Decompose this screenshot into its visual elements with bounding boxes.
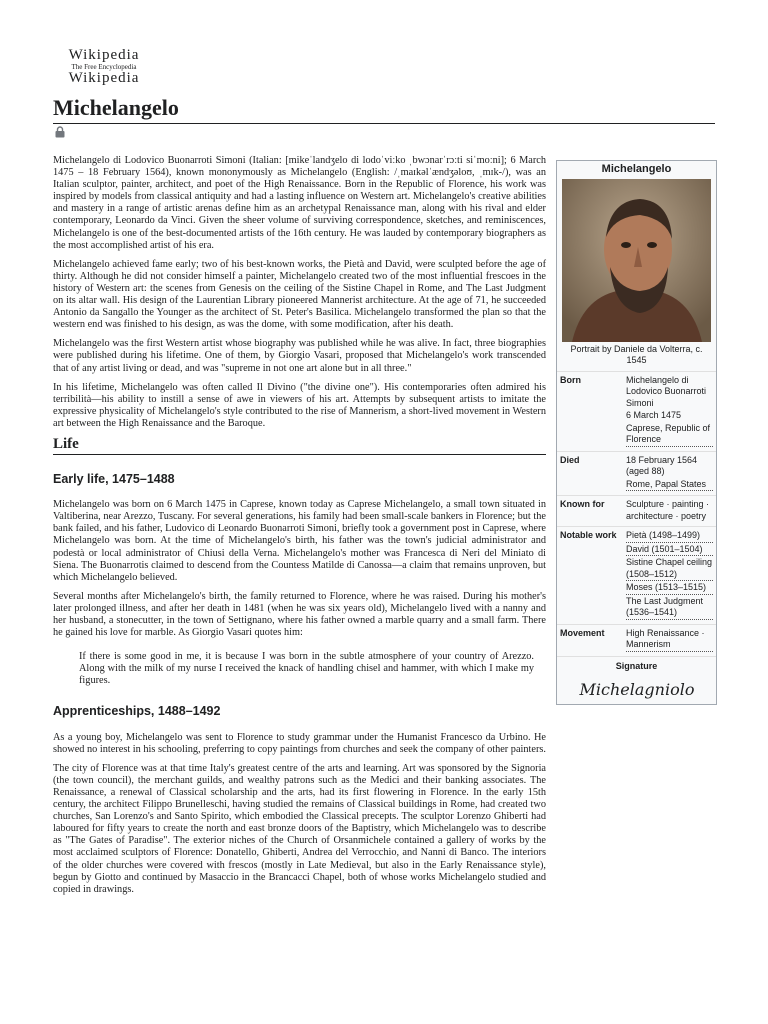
intro-paragraph-2: Michelangelo achieved fame early; two of his best-known works, the Pietà and David, were sculpted before the age of thirty. Although he did not consider himself a painter, Michelangelo created two of the most influential frescoes in the history of Western art: the scenes from Genesis on the ceiling of the Sistine Chapel in Rome, and The Last Judgment on its altar wall. His design of the Laurentian Library pioneered Mannerist architecture. At the age of 71, he succeeded Antonio da Sangallo the Younger as the architect of St. Peter's Basilica. Michelangelo transformed the plan so that the western end was finished to his design, as was the dome, with some modification, after his death. [53, 258, 546, 331]
infobox-label-notable-work: Notable work [560, 530, 617, 540]
infobox [556, 160, 717, 705]
infobox-label-born: Born [560, 374, 581, 385]
born-date: 6 March 1475 [626, 410, 682, 420]
infobox-value-movement [626, 628, 713, 653]
wikipedia-logo[interactable] [54, 48, 154, 86]
infobox-value-died [626, 455, 713, 493]
infobox-value-born [626, 375, 713, 448]
work-last-judgment-link[interactable]: The Last Judgment (1536–1541) [626, 596, 713, 620]
portrait-image[interactable] [562, 179, 711, 342]
infobox-row-known-for [557, 495, 716, 526]
portrait-caption: Portrait by Daniele da Volterra, c. 1545 [570, 343, 703, 365]
infobox-row-notable-work [557, 526, 716, 624]
infobox-row-died [557, 451, 716, 496]
section-heading-early-life: Early life, 1475–1488 [53, 472, 175, 487]
signature-image [557, 674, 716, 704]
signature-label: Signature [557, 656, 716, 675]
intro-paragraph-1: Michelangelo di Lodovico Buonarroti Simoni (Italian: [mikeˈlandʒelo di lodoˈviːko ˌbwɔnarˈrɔːti siˈmoːni]; 6 March 1475 – 18 February 1564), known mononymously as Michelangelo (English: /ˌmaɪkəlˈændʒəloʊ, ˌmɪk-/), was an Italian sculptor, painter, architect, and poet of the High Renaissance. Born in the Republic of Florence, his work was inspired by models from classical antiquity and had a lasting influence on Western art. Michelangelo's creative abilities and mastery in a range of artistic arenas define him as an archetypal Renaissance man, along with his rival and elder contemporary, Leonardo da Vinci. Given the sheer volume of surviving correspondence, sketches, and reminiscences, Michelangelo is one of the best-documented artists of the 16th century. He was lauded by contemporary biographers as the most accomplished artist of his era. [53, 155, 546, 251]
intro-paragraph-4: In his lifetime, Michelangelo was often called Il Divino ("the divine one"). His contemporaries often admired his terribilità—his ability to instill a sense of awe in viewers of his art. Attempts by subsequent artists to imitate the expressive physicality of Michelangelo's style contributed to the rise of Mannerism, a short-lived movement in Western art between the High Renaissance and the Baroque. [53, 381, 546, 429]
vasari-quote: If there is some good in me, it is because I was born in the subtle atmosphere of your country of Arezzo. Along with the milk of my nurse I received the knack of handling chisel and hammer, with which I make my figures. [79, 651, 534, 687]
movement-links[interactable]: High Renaissance · Mannerism [626, 628, 713, 652]
apprenticeship-paragraph-1: As a young boy, Michelangelo was sent to Florence to study grammar under the Humanist Francesco da Urbino. He showed no interest in his schooling, preferring to copy paintings from churches and seek the company of other painters. [53, 731, 546, 755]
section-heading-life: Life [53, 438, 546, 455]
logo-tagline: The Free Encyclopedia [71, 63, 137, 71]
infobox-label-known-for: Known for [560, 499, 605, 509]
born-name: Michelangelo di Lodovico Buonarroti Simoni [626, 374, 707, 408]
lock-icon[interactable] [54, 126, 66, 138]
early-paragraph-2: Several months after Michelangelo's birth, the family returned to Florence, where he was raised. During his mother's later prolonged illness, and after her death in 1481 (when he was six years old), Michelangelo lived with a nanny and her husband, a stonecutter, in the town of Settignano, where his father owned a marble quarry and a small farm. There he gained his love for marble. As Giorgio Vasari quotes him: [53, 590, 546, 639]
work-pieta-link[interactable]: Pietà (1498–1499) [626, 530, 713, 543]
born-place-link[interactable]: Caprese, Republic of Florence [626, 423, 713, 447]
early-paragraph-1: Michelangelo was born on 6 March 1475 in Caprese, known today as Caprese Michelangelo, a small town situated in Valtiberina, near Arezzo, Tuscany. For several generations, his family had been small-scale bankers in Florence; but the bank failed, and his father, Ludovico di Leonardo Buonarroti Simoni, briefly took a government post in Caprese, where Michelangelo was born. At the time of Michelangelo's birth, his father was the town's judicial administrator and podestà or local administrator of Chiusi della Verna. Michelangelo's mother was Francesca di Neri del Miniato di Siena. The Buonarrotis claimed to descend from the Countess Matilde di Canossa—a claim that remains unproven, but which Michelangelo believed. [53, 499, 546, 583]
section-heading-apprenticeships: Apprenticeships, 1488–1492 [53, 704, 221, 719]
page-title: Michelangelo [53, 95, 179, 120]
infobox-title: Michelangelo [601, 163, 672, 175]
known-for-list: Sculpture · painting · architecture · poetry [626, 499, 710, 521]
infobox-value-notable-work [626, 530, 713, 621]
logo-wordmark-secondary: Wikipedia [68, 70, 140, 86]
intro-paragraph-3: Michelangelo was the first Western artist whose biography was published while he was alive. In fact, three biographies were published during his lifetime. One of them, by Giorgio Vasari, proposed that Michelangelo's work transcended that of any artist living or dead, and was "supreme in not one art alone but in all three." [53, 338, 546, 374]
svg-text:Michelagniolo: Michelagniolo [579, 680, 695, 699]
died-date: 18 February 1564 (aged 88) [626, 454, 698, 476]
apprenticeship-paragraph-2: The city of Florence was at that time Italy's greatest centre of the arts and learning. Art was sponsored by the Signoria (the town council), the merchant guilds, and wealthy patrons such as the Medici and their banking associates. The Renaissance, a renewal of Classical scholarship and the arts, had its first flowering in Florence. In the early 15th century, the architect Filippo Brunelleschi, having studied the remains of Classical buildings in Rome, had created two churches, San Lorenzo's and Santo Spirito, which embodied the Classical precepts. The sculptor Lorenzo Ghiberti had laboured for fifty years to create the north and east bronze doors of the Baptistry, which Michelangelo was to describe as "The Gates of Paradise". The exterior niches of the Church of Orsanmichele contained a gallery of works by the most acclaimed sculptors of Florence: Donatello, Ghiberti, Andrea del Verrocchio, and Nanni di Banco. The interiors of the older churches were covered with frescos (mostly in Late Medieval, but also in the Early Renaissance style), begun by Giotto and continued by Masaccio in the Brancacci Chapel, both of whose works Michelangelo studied and copied in drawings. [53, 762, 546, 895]
infobox-label-died: Died [560, 454, 580, 465]
title-divider [53, 123, 715, 124]
infobox-row-born [557, 371, 716, 451]
work-david-link[interactable]: David (1501–1504) [626, 544, 713, 557]
logo-wordmark: Wikipedia [68, 47, 140, 63]
infobox-label-movement: Movement [560, 627, 605, 638]
died-place-link[interactable]: Rome, Papal States [626, 479, 713, 492]
work-sistine-link[interactable]: Sistine Chapel ceiling (1508–1512) [626, 557, 713, 581]
infobox-row-movement [557, 624, 716, 656]
infobox-value-known-for [626, 499, 713, 523]
article-body [53, 155, 546, 903]
work-moses-link[interactable]: Moses (1513–1515) [626, 582, 713, 595]
